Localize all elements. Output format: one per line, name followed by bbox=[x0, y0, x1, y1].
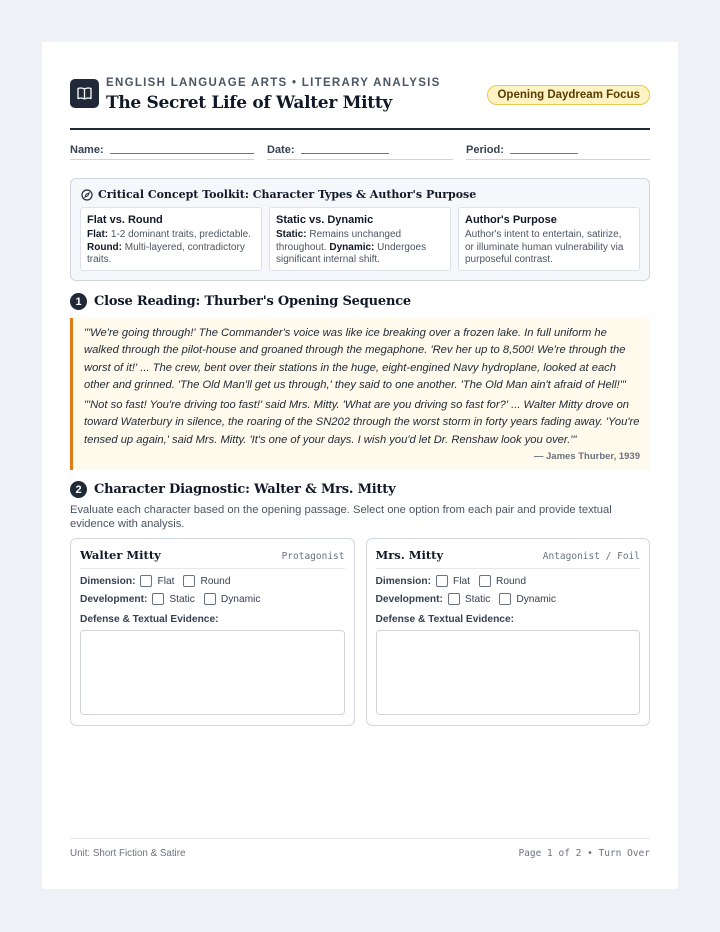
character-diagnostic bbox=[70, 538, 650, 726]
checkbox-label: Dynamic bbox=[220, 593, 261, 605]
checkbox-label: Static bbox=[464, 593, 491, 605]
defense-label: Defense & Textual Evidence: bbox=[80, 614, 219, 626]
checkbox-box[interactable] bbox=[152, 593, 164, 605]
page-title: The Secret Life of Walter Mitty bbox=[106, 93, 392, 113]
unit-label: Unit: Short Fiction & Satire bbox=[70, 848, 186, 859]
development-label: Development: bbox=[80, 593, 148, 605]
card-heading: Flat vs. Round bbox=[87, 214, 163, 226]
concept-card-authors-purpose bbox=[458, 207, 640, 271]
name-field[interactable] bbox=[70, 140, 254, 160]
checkbox-label: Round bbox=[200, 575, 231, 587]
date-field[interactable] bbox=[267, 140, 453, 160]
card-heading: Static vs. Dynamic bbox=[276, 214, 374, 226]
instructions: Evaluate each character based on the opening passage. Select one option from each pair and provide textual evidence with analysis. bbox=[70, 504, 612, 531]
checkbox-label: Dynamic bbox=[516, 593, 556, 605]
worksheet-page bbox=[42, 42, 678, 889]
checkbox-label: Round bbox=[495, 575, 526, 587]
flat-checkbox[interactable] bbox=[140, 575, 174, 587]
date-blank[interactable] bbox=[301, 153, 389, 154]
definition-static: Remains unchanged throughout. bbox=[276, 229, 402, 253]
development-row bbox=[376, 593, 641, 605]
section-number: 1 bbox=[70, 293, 87, 310]
period-label: Period: bbox=[466, 144, 504, 156]
checkbox-box[interactable] bbox=[499, 593, 511, 605]
section-title: Close Reading: Thurber's Opening Sequence bbox=[94, 294, 411, 309]
name-blank[interactable] bbox=[110, 153, 254, 154]
card-text: Author's intent to entertain, satirize, or illuminate human vulnerability via purposeful contrast. bbox=[465, 229, 624, 265]
character-role: Protagonist bbox=[281, 551, 345, 563]
checkbox-label: Flat bbox=[157, 575, 175, 587]
passage-attribution: — James Thurber, 1939 bbox=[533, 451, 640, 463]
character-card-mrs-mitty bbox=[366, 538, 651, 726]
term-flat: Flat: bbox=[87, 229, 109, 240]
definition-dynamic: Undergoes significant internal shift. bbox=[276, 241, 427, 265]
character-role: Antagonist / Foil bbox=[542, 551, 640, 563]
development-label: Development: bbox=[375, 593, 443, 605]
period-field[interactable] bbox=[466, 140, 650, 160]
date-label: Date: bbox=[267, 144, 295, 156]
dimension-label: Dimension: bbox=[375, 575, 431, 587]
section-1-header bbox=[70, 293, 650, 310]
compass-icon bbox=[81, 189, 93, 201]
definition-flat: 1-2 dominant traits, predictable. bbox=[108, 229, 251, 240]
checkbox-box[interactable] bbox=[140, 575, 152, 587]
page-number: Page 1 of 2 • Turn Over bbox=[518, 848, 650, 859]
static-checkbox[interactable] bbox=[152, 593, 194, 605]
passage-paragraph: "'Not so fast! You're driving too fast!' said Mrs. Mitty. 'What are you driving so fast for?' ... Walter Mitty drove on toward Waterbury in silence, the roaring of the SN202 through the worst storm in forty years fading away. 'You're tensed up again,' said Mrs. Mitty. 'It's one of your days. I wish you'd let Dr. Renshaw look you over.'" bbox=[84, 399, 640, 446]
checkbox-label: Flat bbox=[452, 575, 470, 587]
checkbox-box[interactable] bbox=[436, 575, 448, 587]
checkbox-box[interactable] bbox=[183, 575, 195, 587]
round-checkbox[interactable] bbox=[183, 575, 230, 587]
section-title: Character Diagnostic: Walter & Mrs. Mitty bbox=[94, 482, 396, 498]
section-number: 2 bbox=[70, 481, 87, 498]
concept-card-static-dynamic bbox=[269, 207, 451, 271]
period-blank[interactable] bbox=[510, 153, 578, 154]
dimension-row bbox=[80, 575, 345, 587]
header bbox=[70, 78, 650, 128]
dynamic-checkbox[interactable] bbox=[204, 593, 261, 605]
defense-textarea[interactable] bbox=[80, 630, 345, 715]
round-checkbox[interactable] bbox=[479, 575, 526, 587]
header-divider bbox=[70, 128, 650, 130]
character-card-walter bbox=[70, 538, 355, 726]
character-name: Mrs. Mitty bbox=[375, 548, 444, 563]
dimension-label: Dimension: bbox=[80, 575, 136, 587]
flat-checkbox[interactable] bbox=[436, 575, 470, 587]
checkbox-box[interactable] bbox=[448, 593, 460, 605]
defense-textarea[interactable] bbox=[376, 630, 641, 715]
checkbox-box[interactable] bbox=[479, 575, 491, 587]
checkbox-box[interactable] bbox=[204, 593, 216, 605]
character-name: Walter Mitty bbox=[80, 548, 161, 563]
page-footer bbox=[70, 838, 650, 859]
term-static: Static: bbox=[276, 229, 307, 240]
card-text bbox=[276, 229, 444, 267]
dynamic-checkbox[interactable] bbox=[499, 593, 556, 605]
dimension-row bbox=[376, 575, 641, 587]
subject-eyebrow: ENGLISH LANGUAGE ARTS • LITERARY ANALYSIS bbox=[106, 77, 441, 89]
passage-excerpt bbox=[70, 318, 650, 470]
concept-card-flat-round bbox=[80, 207, 262, 271]
name-label: Name: bbox=[70, 144, 104, 156]
card-heading: Author's Purpose bbox=[465, 214, 557, 226]
term-dynamic: Dynamic: bbox=[329, 241, 375, 253]
section-2-header bbox=[70, 481, 650, 498]
checkbox-label: Static bbox=[169, 593, 195, 605]
toolkit-title bbox=[81, 188, 640, 201]
definition-round: Multi-layered, contradictory traits. bbox=[87, 241, 245, 265]
development-row bbox=[80, 593, 345, 605]
defense-label: Defense & Textual Evidence: bbox=[375, 614, 515, 626]
term-round: Round: bbox=[87, 241, 122, 253]
book-icon bbox=[70, 79, 99, 108]
focus-badge: Opening Daydream Focus bbox=[487, 85, 650, 105]
student-info-row bbox=[70, 140, 650, 160]
passage-paragraph: "'We're going through!' The Commander's voice was like ice breaking over a frozen lake. In full uniform he walked through the pilot-house and groaned through the megaphone. 'Rev her up to 8,500! We're through the worst of it!' ... The crew, bent over their stations in the huge, eight-engined Navy hydroplane, looked at each other and grinned. 'The Old Man'll get us through,' they said to one another. 'The Old Man ain't afraid of Hell!'" bbox=[84, 327, 626, 391]
concept-toolkit bbox=[70, 178, 650, 281]
toolkit-title-text: Critical Concept Toolkit: Character Types & Author's Purpose bbox=[98, 188, 477, 201]
card-text bbox=[87, 229, 255, 267]
static-checkbox[interactable] bbox=[448, 593, 490, 605]
